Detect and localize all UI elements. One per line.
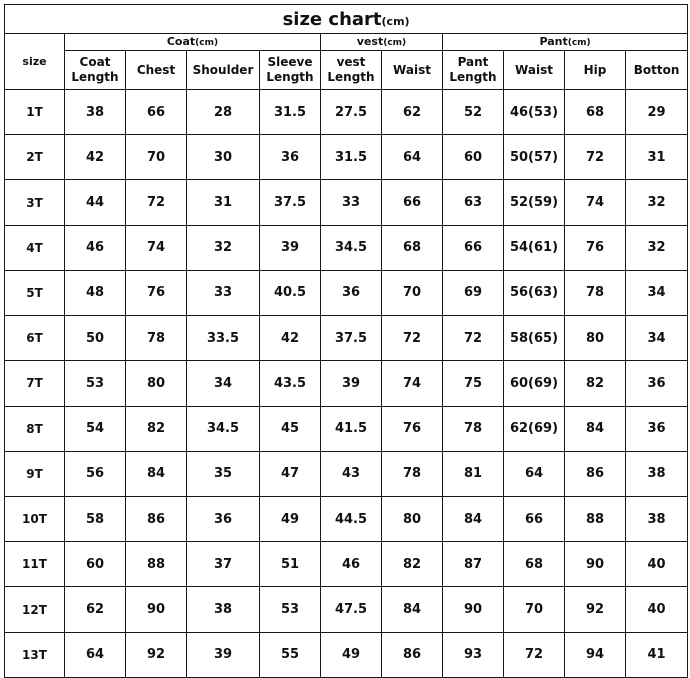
table-cell-pant-waist: 56(63)	[504, 270, 565, 315]
table-cell-hip: 92	[565, 587, 626, 632]
table-cell-shoulder: 36	[187, 496, 260, 541]
table-cell-botton: 40	[626, 542, 688, 587]
table-cell-pant-waist: 64	[504, 451, 565, 496]
table-cell-pant-waist: 52(59)	[504, 180, 565, 225]
column-header-botton: Botton	[626, 51, 688, 90]
table-cell-pant-waist: 50(57)	[504, 135, 565, 180]
table-row	[5, 587, 688, 632]
table-cell-sleeve-length: 42	[260, 316, 321, 361]
table-cell-hip: 78	[565, 270, 626, 315]
size-label-cell: 7T	[5, 361, 65, 406]
table-row	[5, 316, 688, 361]
table-row	[5, 225, 688, 270]
table-cell-vest-length: 34.5	[321, 225, 382, 270]
size-label-cell: 1T	[5, 90, 65, 135]
table-cell-vest-length: 43	[321, 451, 382, 496]
table-cell-sleeve-length: 45	[260, 406, 321, 451]
table-cell-pant-waist: 62(69)	[504, 406, 565, 451]
table-cell-vest-length: 33	[321, 180, 382, 225]
table-cell-vest-length: 27.5	[321, 90, 382, 135]
table-cell-pant-length: 52	[443, 90, 504, 135]
table-cell-chest: 72	[126, 180, 187, 225]
size-label-cell: 2T	[5, 135, 65, 180]
table-cell-vest-waist: 72	[382, 316, 443, 361]
table-cell-chest: 82	[126, 406, 187, 451]
table-cell-botton: 38	[626, 496, 688, 541]
table-cell-chest: 90	[126, 587, 187, 632]
table-cell-vest-length: 47.5	[321, 587, 382, 632]
table-row	[5, 406, 688, 451]
table-cell-pant-waist: 72	[504, 632, 565, 677]
table-cell-shoulder: 28	[187, 90, 260, 135]
table-row	[5, 90, 688, 135]
size-label-cell: 3T	[5, 180, 65, 225]
table-row	[5, 270, 688, 315]
column-header-pant-waist: Waist	[504, 51, 565, 90]
table-cell-vest-waist: 80	[382, 496, 443, 541]
table-cell-shoulder: 39	[187, 632, 260, 677]
table-cell-pant-length: 93	[443, 632, 504, 677]
table-cell-sleeve-length: 39	[260, 225, 321, 270]
table-cell-hip: 94	[565, 632, 626, 677]
table-cell-shoulder: 38	[187, 587, 260, 632]
table-cell-pant-length: 66	[443, 225, 504, 270]
table-cell-sleeve-length: 51	[260, 542, 321, 587]
column-header-pant-length: Pant Length	[443, 51, 504, 90]
table-cell-shoulder: 32	[187, 225, 260, 270]
table-row	[5, 542, 688, 587]
table-cell-chest: 70	[126, 135, 187, 180]
chart-title-unit: (cm)	[381, 14, 410, 28]
table-cell-vest-length: 41.5	[321, 406, 382, 451]
column-header-chest: Chest	[126, 51, 187, 90]
table-cell-pant-length: 75	[443, 361, 504, 406]
table-row	[5, 496, 688, 541]
group-header-pant: Pant(cm)	[443, 34, 688, 51]
table-cell-sleeve-length: 55	[260, 632, 321, 677]
table-cell-coat-length: 42	[65, 135, 126, 180]
table-cell-vest-waist: 70	[382, 270, 443, 315]
size-chart-table	[4, 4, 688, 678]
table-row	[5, 135, 688, 180]
column-header-sleeve-length: Sleeve Length	[260, 51, 321, 90]
table-cell-hip: 72	[565, 135, 626, 180]
table-cell-vest-waist: 82	[382, 542, 443, 587]
chart-title	[5, 5, 688, 34]
table-cell-coat-length: 60	[65, 542, 126, 587]
size-label-cell: 10T	[5, 496, 65, 541]
table-row	[5, 180, 688, 225]
column-header-vest-length: vest Length	[321, 51, 382, 90]
size-label-cell: 12T	[5, 587, 65, 632]
table-cell-vest-length: 31.5	[321, 135, 382, 180]
size-label-cell: 6T	[5, 316, 65, 361]
table-cell-pant-waist: 66	[504, 496, 565, 541]
group-header-vest: vest(cm)	[321, 34, 443, 51]
table-cell-pant-length: 81	[443, 451, 504, 496]
column-header-vest-waist: Waist	[382, 51, 443, 90]
table-cell-sleeve-length: 36	[260, 135, 321, 180]
table-cell-coat-length: 56	[65, 451, 126, 496]
table-cell-pant-length: 87	[443, 542, 504, 587]
table-cell-vest-waist: 74	[382, 361, 443, 406]
table-cell-coat-length: 38	[65, 90, 126, 135]
size-label-cell: 11T	[5, 542, 65, 587]
table-cell-chest: 92	[126, 632, 187, 677]
table-cell-hip: 90	[565, 542, 626, 587]
table-cell-vest-waist: 78	[382, 451, 443, 496]
table-cell-shoulder: 35	[187, 451, 260, 496]
table-cell-shoulder: 30	[187, 135, 260, 180]
table-cell-pant-length: 63	[443, 180, 504, 225]
table-cell-pant-length: 69	[443, 270, 504, 315]
table-row	[5, 632, 688, 677]
table-cell-shoulder: 33	[187, 270, 260, 315]
table-cell-pant-length: 84	[443, 496, 504, 541]
table-cell-vest-length: 44.5	[321, 496, 382, 541]
table-cell-chest: 76	[126, 270, 187, 315]
size-label-cell: 4T	[5, 225, 65, 270]
table-cell-shoulder: 31	[187, 180, 260, 225]
table-cell-botton: 34	[626, 270, 688, 315]
table-cell-shoulder: 34	[187, 361, 260, 406]
table-cell-pant-waist: 60(69)	[504, 361, 565, 406]
table-cell-coat-length: 53	[65, 361, 126, 406]
table-cell-vest-length: 46	[321, 542, 382, 587]
table-cell-pant-waist: 58(65)	[504, 316, 565, 361]
table-cell-coat-length: 54	[65, 406, 126, 451]
table-cell-coat-length: 48	[65, 270, 126, 315]
table-cell-pant-waist: 46(53)	[504, 90, 565, 135]
table-cell-vest-waist: 84	[382, 587, 443, 632]
table-row	[5, 451, 688, 496]
table-cell-sleeve-length: 31.5	[260, 90, 321, 135]
column-header-size: size	[5, 34, 65, 90]
table-cell-hip: 82	[565, 361, 626, 406]
table-cell-vest-length: 37.5	[321, 316, 382, 361]
table-cell-hip: 86	[565, 451, 626, 496]
table-cell-botton: 29	[626, 90, 688, 135]
table-cell-pant-length: 60	[443, 135, 504, 180]
table-cell-coat-length: 46	[65, 225, 126, 270]
table-cell-sleeve-length: 43.5	[260, 361, 321, 406]
table-cell-sleeve-length: 37.5	[260, 180, 321, 225]
table-cell-pant-waist: 54(61)	[504, 225, 565, 270]
table-cell-hip: 74	[565, 180, 626, 225]
table-cell-chest: 80	[126, 361, 187, 406]
table-cell-sleeve-length: 40.5	[260, 270, 321, 315]
table-row	[5, 361, 688, 406]
table-cell-sleeve-length: 47	[260, 451, 321, 496]
size-label-cell: 13T	[5, 632, 65, 677]
table-cell-botton: 31	[626, 135, 688, 180]
group-header-coat: Coat(cm)	[65, 34, 321, 51]
table-cell-chest: 66	[126, 90, 187, 135]
table-cell-chest: 88	[126, 542, 187, 587]
size-label-cell: 5T	[5, 270, 65, 315]
chart-title-main: size chart	[282, 8, 382, 30]
table-cell-hip: 84	[565, 406, 626, 451]
table-cell-pant-length: 72	[443, 316, 504, 361]
table-cell-vest-waist: 62	[382, 90, 443, 135]
table-cell-coat-length: 50	[65, 316, 126, 361]
column-header-hip: Hip	[565, 51, 626, 90]
table-cell-vest-waist: 66	[382, 180, 443, 225]
column-header-coat-length: Coat Length	[65, 51, 126, 90]
table-cell-hip: 80	[565, 316, 626, 361]
table-cell-chest: 86	[126, 496, 187, 541]
table-cell-chest: 74	[126, 225, 187, 270]
table-cell-vest-length: 39	[321, 361, 382, 406]
table-cell-chest: 84	[126, 451, 187, 496]
table-cell-sleeve-length: 49	[260, 496, 321, 541]
size-label-cell: 9T	[5, 451, 65, 496]
table-cell-botton: 36	[626, 406, 688, 451]
table-cell-pant-length: 90	[443, 587, 504, 632]
table-cell-botton: 40	[626, 587, 688, 632]
table-cell-vest-length: 36	[321, 270, 382, 315]
table-cell-sleeve-length: 53	[260, 587, 321, 632]
table-cell-chest: 78	[126, 316, 187, 361]
table-cell-botton: 32	[626, 225, 688, 270]
table-cell-shoulder: 37	[187, 542, 260, 587]
table-cell-botton: 38	[626, 451, 688, 496]
title-row	[5, 5, 688, 34]
table-cell-vest-waist: 68	[382, 225, 443, 270]
table-cell-pant-waist: 68	[504, 542, 565, 587]
table-cell-botton: 32	[626, 180, 688, 225]
table-cell-hip: 88	[565, 496, 626, 541]
table-cell-hip: 68	[565, 90, 626, 135]
table-cell-pant-length: 78	[443, 406, 504, 451]
column-header-row	[5, 51, 688, 90]
table-cell-coat-length: 44	[65, 180, 126, 225]
table-cell-botton: 34	[626, 316, 688, 361]
table-cell-vest-waist: 86	[382, 632, 443, 677]
table-cell-pant-waist: 70	[504, 587, 565, 632]
table-cell-vest-length: 49	[321, 632, 382, 677]
table-cell-botton: 36	[626, 361, 688, 406]
table-cell-vest-waist: 76	[382, 406, 443, 451]
group-header-row	[5, 34, 688, 51]
table-cell-shoulder: 34.5	[187, 406, 260, 451]
table-cell-vest-waist: 64	[382, 135, 443, 180]
table-cell-hip: 76	[565, 225, 626, 270]
table-cell-coat-length: 64	[65, 632, 126, 677]
table-cell-coat-length: 58	[65, 496, 126, 541]
table-cell-shoulder: 33.5	[187, 316, 260, 361]
table-cell-coat-length: 62	[65, 587, 126, 632]
column-header-shoulder: Shoulder	[187, 51, 260, 90]
size-label-cell: 8T	[5, 406, 65, 451]
table-cell-botton: 41	[626, 632, 688, 677]
